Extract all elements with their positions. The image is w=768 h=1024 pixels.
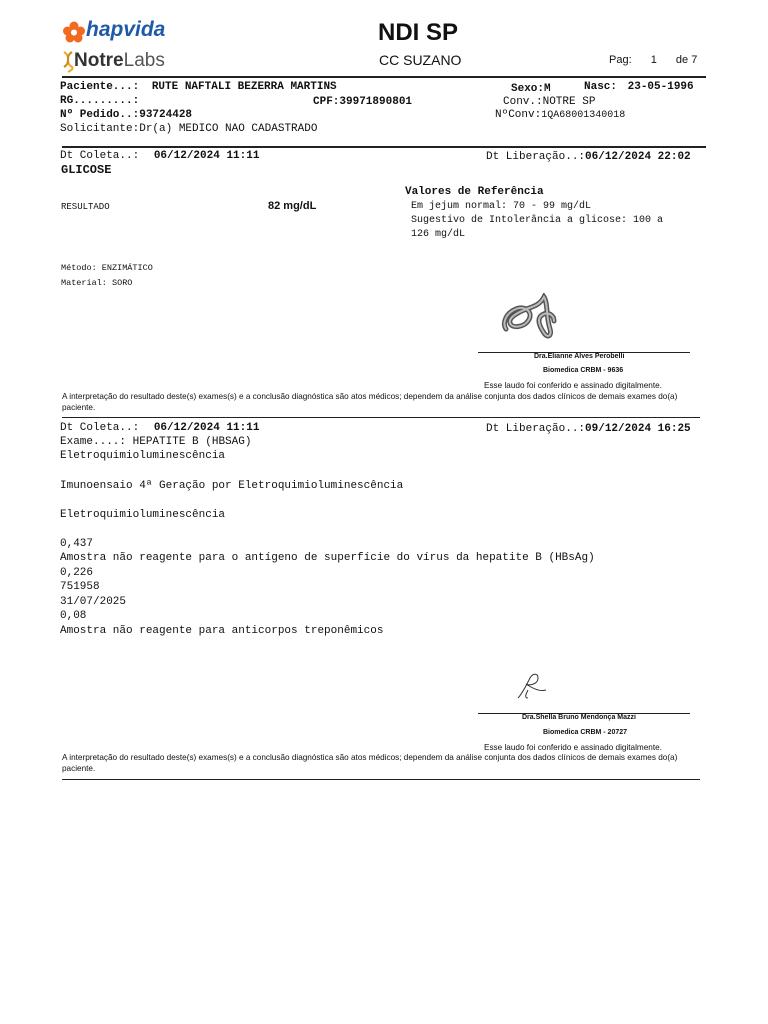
signer-1-role: Biomedica CRBM - 9636 xyxy=(543,367,624,374)
exam2-line-2: Imunoensaio 4ª Geração por Eletroquimioluminescência xyxy=(60,480,404,492)
collect-label: Dt Coleta..: xyxy=(60,422,140,434)
sex-label: Sexo: xyxy=(511,83,545,95)
nconv-field xyxy=(495,109,625,121)
page-total: 7 xyxy=(691,54,698,66)
material: Material: SORO xyxy=(61,278,133,288)
conv-value: NOTRE SP xyxy=(542,96,596,108)
reference-line-3: 126 mg/dL xyxy=(411,229,466,240)
collect-date: 06/12/2024 11:11 xyxy=(153,150,260,162)
signer-1-name: Dra.Elianne Alves Perobelli xyxy=(534,353,625,360)
exam2-line-9: 0,08 xyxy=(60,610,87,622)
result-value: 82 mg/dL xyxy=(268,200,317,212)
release-label: Dt Liberação..: xyxy=(486,423,586,435)
page-number: 1 xyxy=(650,54,657,66)
order-field xyxy=(60,109,192,121)
rg-label: RG.........: xyxy=(60,95,140,107)
collect-date: 06/12/2024 11:11 xyxy=(153,422,260,434)
lab-unit: CC SUZANO xyxy=(379,52,462,68)
hapvida-logo-text: hapvida xyxy=(86,18,166,41)
reference-line-1: Em jejum normal: 70 - 99 mg/dL xyxy=(411,201,592,212)
method: Método: ENZIMÁTICO xyxy=(61,263,153,273)
cpf-field xyxy=(313,96,412,108)
reference-line-2: Sugestivo de Intolerância a glicose: 100 a xyxy=(411,215,664,226)
page-of-label: de xyxy=(675,54,689,66)
requester-label: Solicitante: xyxy=(60,123,140,135)
exam2-line-7: 751958 xyxy=(60,581,100,593)
requester-field xyxy=(60,123,317,135)
reference-title: Valores de Referência xyxy=(405,186,544,198)
header-divider xyxy=(62,76,706,78)
page-indicator xyxy=(609,54,697,66)
sex-value: M xyxy=(544,83,551,95)
disclaimer-1: A interpretação do resultado deste(s) exames(s) e a conclusão diagnóstica são atos médicos; dependem da análise conjunta dos dados clínicos de demais exames do(a) paciente. xyxy=(62,392,678,412)
exam1-divider xyxy=(62,417,700,418)
release-date: 09/12/2024 16:25 xyxy=(585,423,691,435)
nconv-value: 1QA68001340018 xyxy=(541,110,626,121)
exam-label: Exame....: xyxy=(60,436,127,448)
order-label: Nº Pedido..: xyxy=(60,109,140,121)
exam2-line-4: 0,437 xyxy=(60,538,94,550)
signed-note-2: Esse laudo foi conferido e assinado digitalmente. xyxy=(484,743,662,752)
lab-title: NDI SP xyxy=(378,19,459,46)
signature-2-icon xyxy=(512,668,552,704)
release-date: 06/12/2024 22:02 xyxy=(585,151,691,163)
conv-label: Conv.: xyxy=(503,96,543,108)
patient-sex xyxy=(511,83,551,95)
exam1-name: GLICOSE xyxy=(61,163,112,177)
order-value: 93724428 xyxy=(139,109,193,121)
birth-value: 23-05-1996 xyxy=(627,81,694,93)
patient-name-label: Paciente...: xyxy=(60,81,140,93)
exam2-line-5: Amostra não reagente para o antígeno de superfície do vírus da hepatite B (HBsAg) xyxy=(60,552,595,564)
exam2-release xyxy=(486,423,691,435)
signature-1-icon xyxy=(498,293,562,343)
signer-2-name: Dra.Shella Bruno Mendonça Mazzi xyxy=(522,714,636,721)
notre-logo-text: Notre xyxy=(74,50,124,71)
exam2-collect xyxy=(60,422,259,434)
release-label: Dt Liberação..: xyxy=(486,151,586,163)
exam2-line-10: Amostra não reagente para anticorpos treponêmicos xyxy=(60,625,384,637)
patient-birth xyxy=(584,81,694,93)
requester-value: Dr(a) MEDICO NAO CADASTRADO xyxy=(139,123,318,135)
hapvida-flower-icon xyxy=(62,20,86,44)
patient-name-row xyxy=(60,81,337,93)
exam2-line-3: Eletroquimioluminescência xyxy=(60,509,226,521)
exam1-collect xyxy=(60,150,259,162)
nconv-label: NºConv: xyxy=(495,109,542,121)
conv-field xyxy=(503,96,595,108)
exam2-name xyxy=(60,436,251,448)
labs-logo-text: Labs xyxy=(123,50,165,71)
collect-label: Dt Coleta..: xyxy=(60,150,140,162)
result-label: RESULTADO xyxy=(61,202,110,212)
hapvida-logo xyxy=(62,18,165,44)
birth-label: Nasc: xyxy=(584,81,618,93)
exam2-divider xyxy=(62,779,700,780)
cpf-value: 39971890801 xyxy=(339,96,413,108)
exam-value: HEPATITE B (HBSAG) xyxy=(132,436,252,448)
signed-note-1: Esse laudo foi conferido e assinado digitalmente. xyxy=(484,381,662,390)
exam2-line-6: 0,226 xyxy=(60,567,94,579)
notrelabs-logo xyxy=(62,50,165,73)
cpf-label: CPF: xyxy=(313,96,340,108)
signer-2-role: Biomedica CRBM - 20727 xyxy=(543,729,628,736)
exam1-release xyxy=(486,151,691,163)
dna-icon xyxy=(62,51,74,73)
patient-divider xyxy=(62,146,706,148)
exam2-line-1: Eletroquimioluminescência xyxy=(60,450,226,462)
disclaimer-2: A interpretação do resultado deste(s) exames(s) e a conclusão diagnóstica são atos médicos; dependem da análise conjunta dos dados clínicos de demais exames do(a) paciente. xyxy=(62,753,678,773)
exam2-line-8: 31/07/2025 xyxy=(60,596,127,608)
page-label: Pag: xyxy=(609,54,632,66)
patient-name: RUTE NAFTALI BEZERRA MARTINS xyxy=(151,81,337,93)
